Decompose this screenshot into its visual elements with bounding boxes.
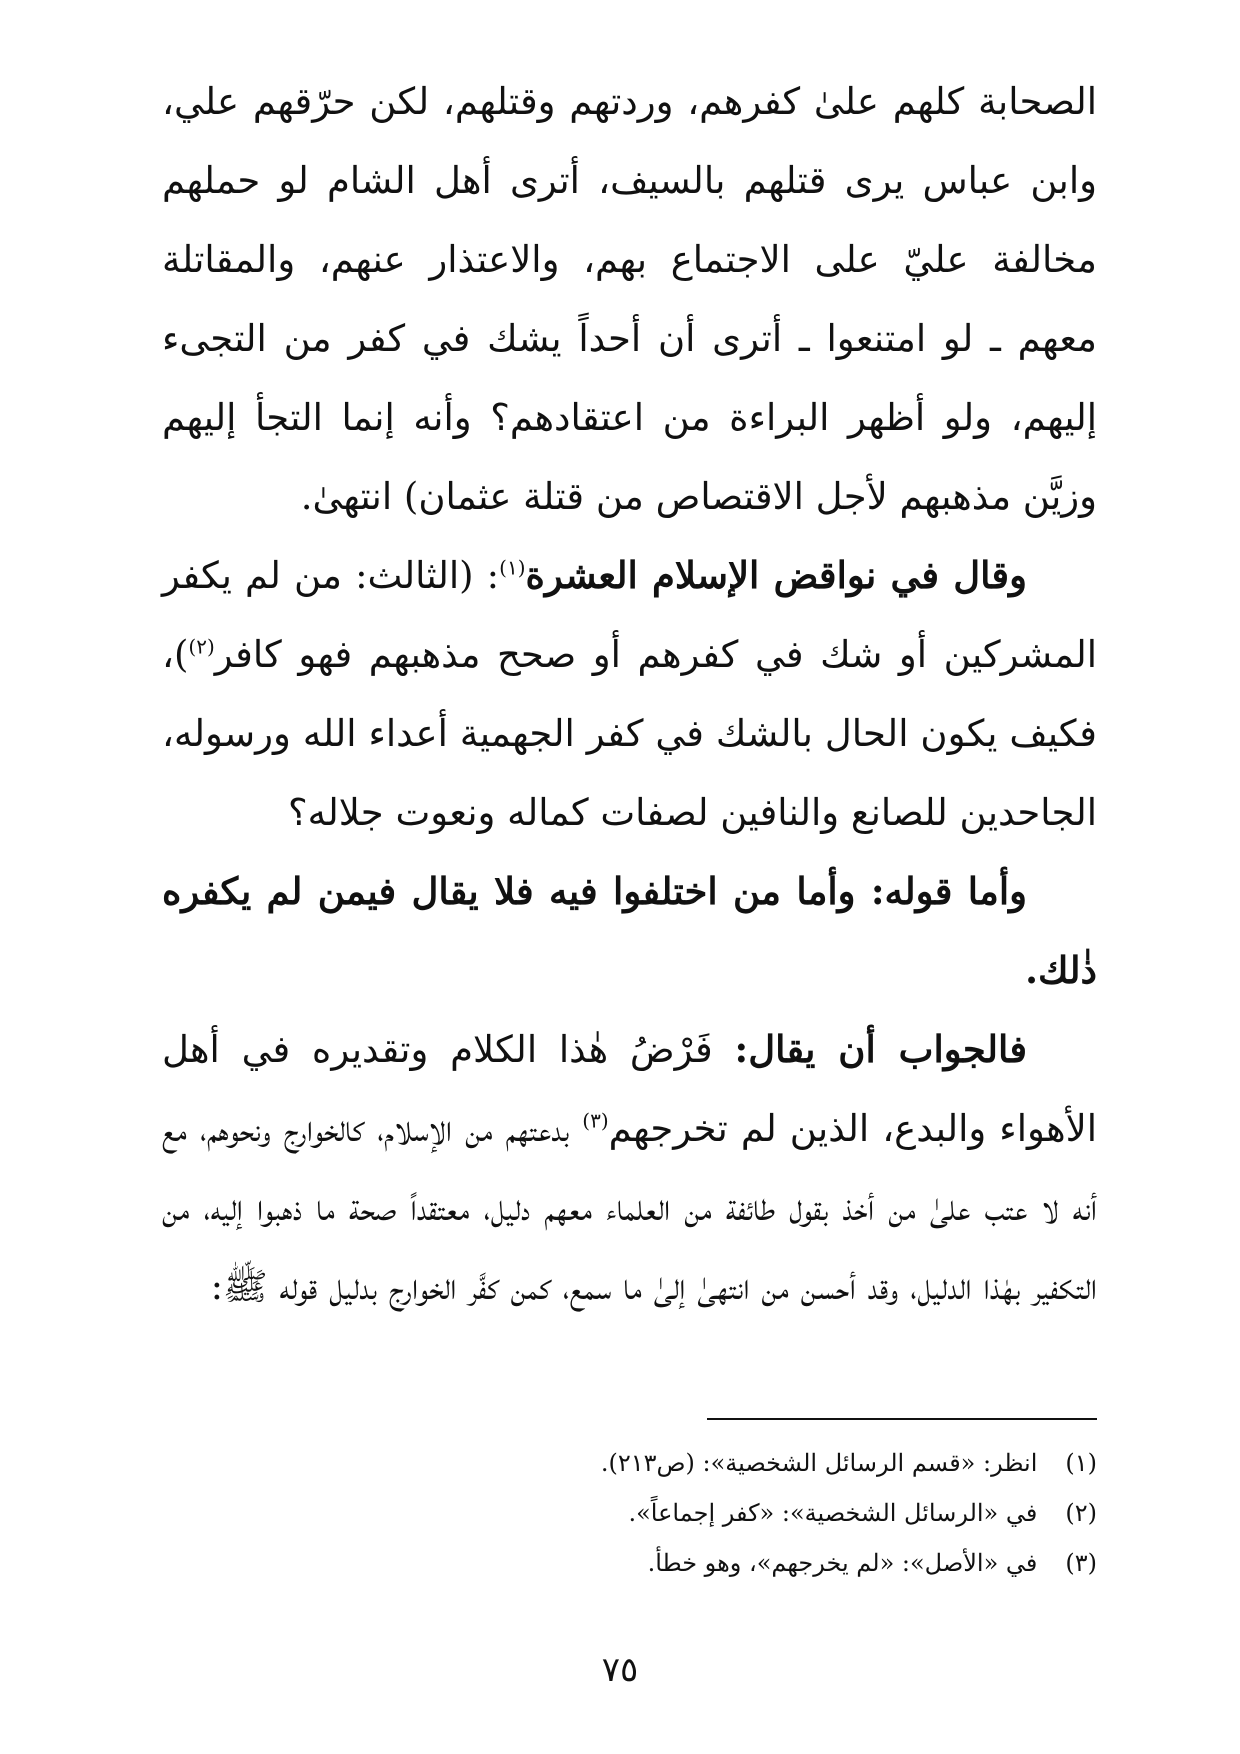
footnote-divider	[707, 1418, 1097, 1420]
paragraph-2-text-a: : (الثالث: من لم يكفر المشركين أو شك في كفرهم أو صحح مذهبهم فهو كافر	[162, 554, 1097, 676]
paragraph-3-lead: وأما قوله:	[855, 869, 1027, 913]
page-number: ٧٥	[601, 1650, 639, 1690]
footnote-text: في «الرسائل الشخصية»: «كفر إجماعاً».	[628, 1499, 1038, 1527]
paragraph-4-text-a: فَرْضُ هٰذا الكلام وتقديره في أهل الأهواء والبدع، الذين لم تخرجهم	[162, 1028, 1097, 1150]
footnote	[162, 1538, 1097, 1588]
footnote	[162, 1488, 1097, 1538]
footnote-number: (٣)	[1065, 1549, 1097, 1577]
bold-phrase: وقال في نواقض الإسلام العشرة	[525, 553, 1027, 597]
main-text	[162, 62, 1097, 1326]
footnote-text: في «الأصل»: «لم يخرجهم»، وهو خطأ.	[647, 1549, 1038, 1577]
paragraph-3	[162, 852, 1097, 1010]
paragraph-4-text-b: بدعتهم من الإسلام، كالخوارج ونحوهم، مع أنه لا عتب علىٰ من أخذ بقول طائفة من العلماء معهم دليل، معتقداً صحة ما ذهبوا إليه، من التكفير بهٰذا الدليل، وقد أحسن من انتهىٰ إلىٰ ما سمع، كمن كفَّر الخوارج بدليل قوله ﷺ:	[162, 1107, 1097, 1308]
footnote	[162, 1438, 1097, 1488]
footnotes	[162, 1438, 1097, 1588]
footnote-ref-2: (٢)	[188, 634, 215, 659]
footnote-number: (٢)	[1065, 1499, 1097, 1527]
paragraph-1: الصحابة كلهم علىٰ كفرهم، وردتهم وقتلهم، لكن حرّقهم علي، وابن عباس يرى قتلهم بالسيف، أترى أهل الشام لو حملهم مخالفة عليّ على الاجتماع بهم، والاعتذار عنهم، والمقاتلة معهم ـ لو امتنعوا ـ أترى أن أحداً يشك في كفر من التجىء إليهم، ولو أظهر البراءة من اعتقادهم؟ وأنه إنما التجأ إليهم وزيَّن مذهبهم لأجل الاقتصاص من قتلة عثمان) انتهىٰ.	[162, 80, 1097, 518]
quoted-statement: وأما من اختلفوا فيه فلا يقال فيمن لم يكفره ذٰلك.	[162, 869, 1097, 992]
paragraph-2	[162, 536, 1097, 852]
footnote-ref-3: (٣)	[582, 1108, 609, 1133]
paragraph-4	[162, 1010, 1097, 1326]
footnote-ref-1: (١)	[499, 555, 526, 580]
paragraph-2-text-b: )، فكيف يكون الحال بالشك في كفر الجهمية أعداء الله ورسوله، الجاحدين للصانع والنافين لصفات كماله ونعوت جلاله؟	[162, 633, 1097, 834]
footnote-number: (١)	[1065, 1449, 1097, 1477]
answer-lead: فالجواب أن يقال:	[734, 1027, 1028, 1071]
footnote-text: انظر: «قسم الرسائل الشخصية»: (ص٢١٣).	[600, 1449, 1038, 1477]
